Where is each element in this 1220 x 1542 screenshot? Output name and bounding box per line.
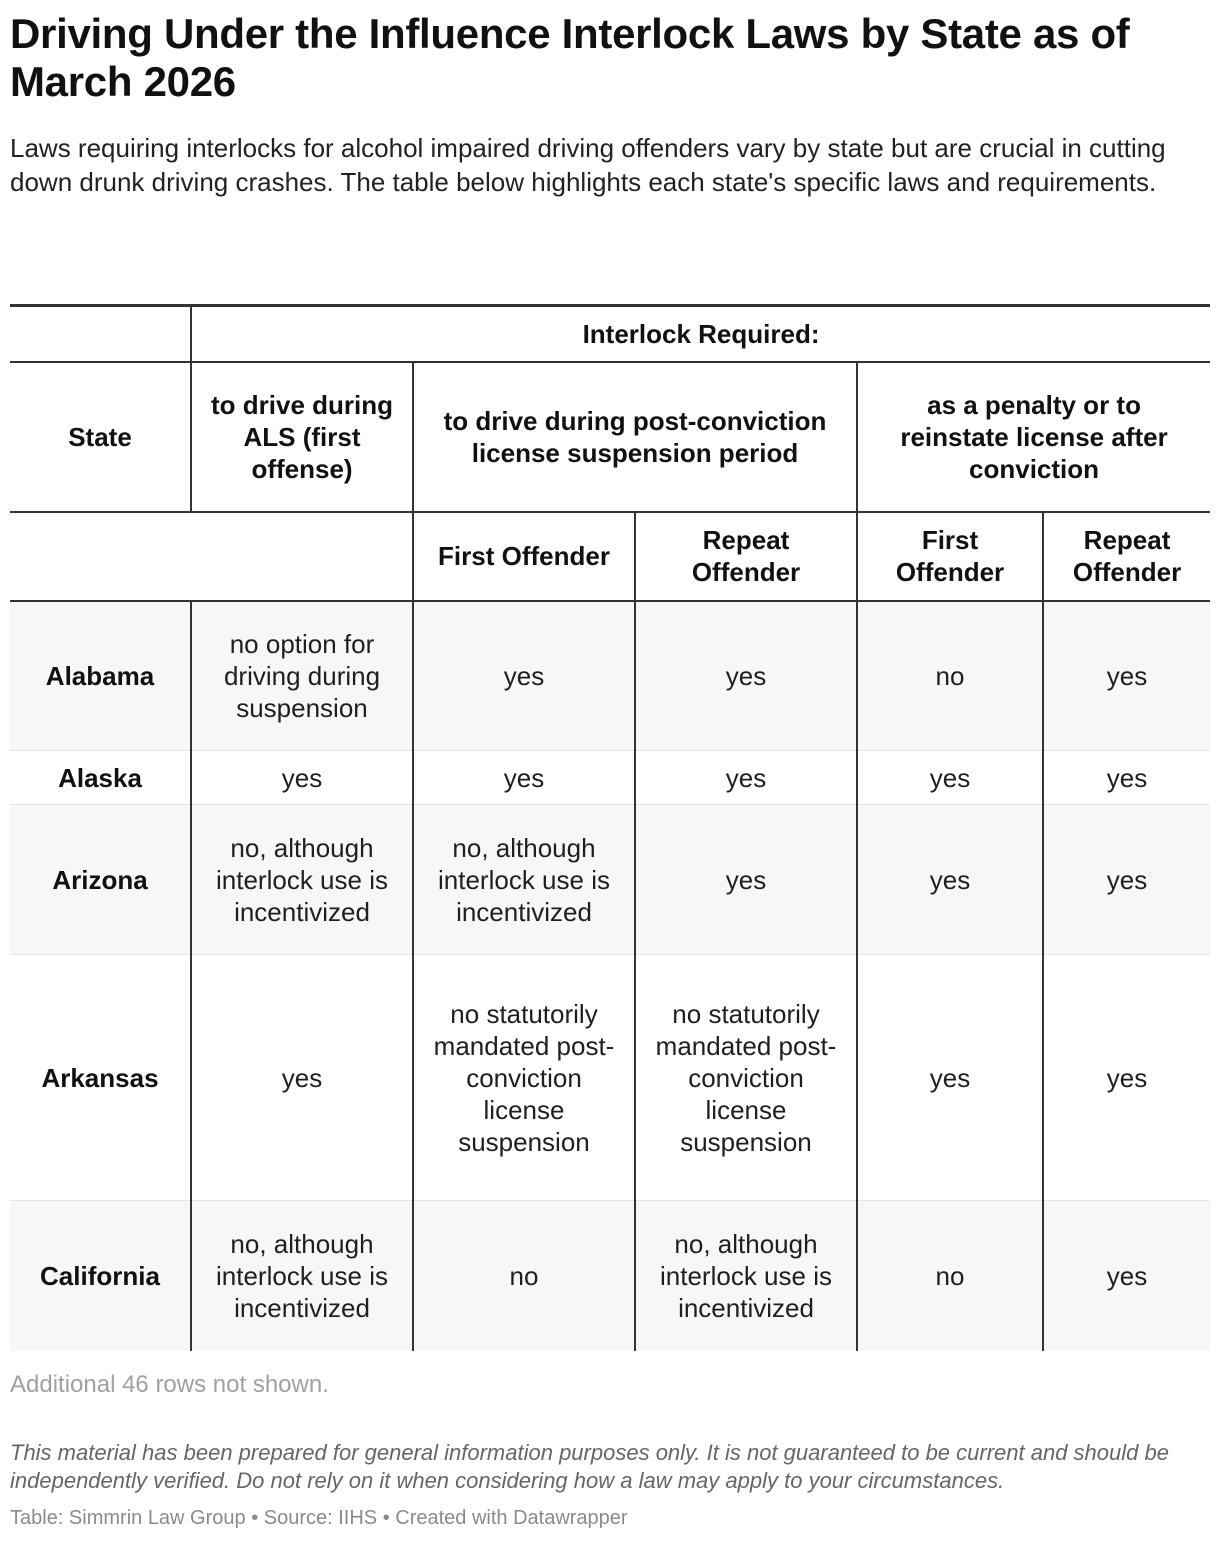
- table-cell: no, although interlock use is incentivized: [191, 1201, 413, 1351]
- table-cell: no, although interlock use is incentivized: [191, 805, 413, 955]
- table-cell: yes: [635, 751, 857, 805]
- table-cell: yes: [1043, 955, 1210, 1201]
- table-row: [10, 1201, 1210, 1351]
- header-state: State: [10, 362, 191, 512]
- table-cell: yes: [857, 955, 1043, 1201]
- state-name-cell: Arkansas: [10, 955, 191, 1201]
- header-subrow-blank: [10, 512, 413, 601]
- table-cell: no: [857, 601, 1043, 751]
- table-cell: no, although interlock use is incentivized: [413, 805, 635, 955]
- table-cell: yes: [191, 751, 413, 805]
- table-row: [10, 751, 1210, 805]
- table-cell: no: [413, 1201, 635, 1351]
- table-header: [10, 306, 1210, 601]
- table-cell: yes: [857, 805, 1043, 955]
- source-credit: Table: Simmrin Law Group • Source: IIHS • Created with Datawrapper: [10, 1507, 628, 1529]
- table-cell: yes: [413, 751, 635, 805]
- table-cell: yes: [1043, 751, 1210, 805]
- rows-hidden-note: Additional 46 rows not shown.: [10, 1371, 329, 1398]
- table-cell: no, although interlock use is incentivized: [635, 1201, 857, 1351]
- chart-subtitle: Laws requiring interlocks for alcohol impaired driving offenders vary by state but are crucial in cutting down drunk driving crashes. The table below highlights each state's specific laws and requirements.: [10, 133, 1166, 197]
- table-cell: yes: [1043, 601, 1210, 751]
- state-name-cell: Alabama: [10, 601, 191, 751]
- header-group-interlock-required: Interlock Required:: [191, 306, 1210, 362]
- table-cell: no: [857, 1201, 1043, 1351]
- table-cell: yes: [1043, 805, 1210, 955]
- table-cell: yes: [413, 601, 635, 751]
- header-penalty: as a penalty or to reinstate license after conviction: [857, 362, 1210, 512]
- table-row: [10, 955, 1210, 1201]
- table-body: [10, 601, 1210, 1351]
- header-penalty-repeat-offender: Repeat Offender: [1043, 512, 1210, 601]
- interlock-table-container: [10, 304, 1210, 1351]
- header-als: to drive during ALS (first offense): [191, 362, 413, 512]
- header-penalty-first-offender: First Offender: [857, 512, 1043, 601]
- header-post-first-offender: First Offender: [413, 512, 635, 601]
- header-post-repeat-offender: Repeat Offender: [635, 512, 857, 601]
- table-row: [10, 601, 1210, 751]
- table-cell: yes: [191, 955, 413, 1201]
- state-name-cell: California: [10, 1201, 191, 1351]
- table-cell: no statutorily mandated post-conviction license suspension: [413, 955, 635, 1201]
- table-cell: yes: [857, 751, 1043, 805]
- disclaimer-note: This material has been prepared for general information purposes only. It is not guaranteed to be current and should be independently verified. Do not rely on it when considering how a law may apply to your circumstances.: [10, 1440, 1169, 1493]
- table-cell: yes: [635, 601, 857, 751]
- header-post-conviction: to drive during post-conviction license suspension period: [413, 362, 857, 512]
- table-cell: no option for driving during suspension: [191, 601, 413, 751]
- table-cell: no statutorily mandated post-conviction license suspension: [635, 955, 857, 1201]
- state-name-cell: Alaska: [10, 751, 191, 805]
- interlock-laws-table: [10, 304, 1210, 1351]
- table-row: [10, 805, 1210, 955]
- table-cell: yes: [635, 805, 857, 955]
- header-blank-cell: [10, 306, 191, 362]
- state-name-cell: Arizona: [10, 805, 191, 955]
- table-cell: yes: [1043, 1201, 1210, 1351]
- chart-title: Driving Under the Influence Interlock Laws by State as of March 2026: [10, 10, 1130, 105]
